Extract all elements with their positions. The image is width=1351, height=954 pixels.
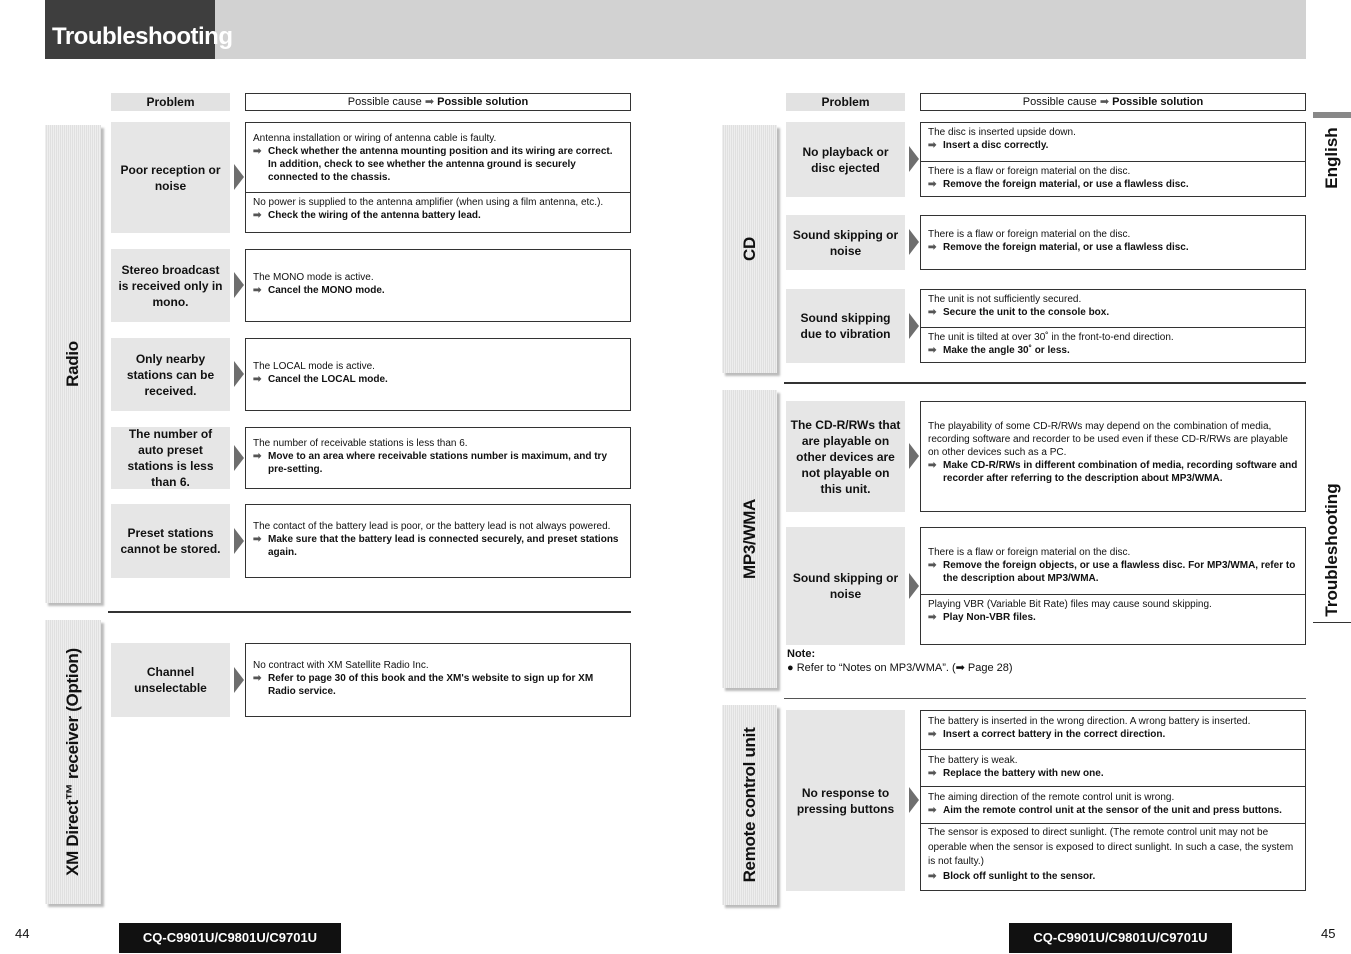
problem-cell: The number of auto preset stations is less than 6. xyxy=(111,427,230,489)
cause-text: The playability of some CD-R/RWs may depend on the combination of media, recording software and recorder to be used even if these CD-R/RWs are playable on other devices such as a PC. xyxy=(928,421,1288,458)
sidebar-chapter-label: Troubleshooting xyxy=(1322,483,1341,617)
pointer-arrow xyxy=(909,313,919,339)
page-number-left: 44 xyxy=(15,926,30,941)
solution-box xyxy=(245,122,631,233)
cause-text: The unit is tilted at over 30˚ in the front-to-end direction. xyxy=(928,332,1174,343)
cause-text: The unit is not sufficiently secured. xyxy=(928,294,1082,305)
section-radio xyxy=(45,125,101,603)
pointer-arrow xyxy=(909,443,919,469)
arrow-icon: ➡ xyxy=(928,805,937,816)
solution-text: ➡ Remove the foreign objects, or use a flawless disc. For MP3/WMA, refer to the description about MP3/WMA. xyxy=(928,560,1296,584)
solution-box xyxy=(920,289,1306,363)
solution-box xyxy=(245,249,631,322)
cause-text: The number of receivable stations is less than 6. xyxy=(253,438,468,449)
cause-text: No contract with XM Satellite Radio Inc. xyxy=(253,660,429,671)
solution-box xyxy=(245,427,631,489)
cause-row xyxy=(246,123,630,192)
solution-text: ➡ Refer to page 30 of this book and the XM's website to sign up for XM Radio service. xyxy=(253,673,594,697)
solution-text: ➡ Move to an area where receivable stations number is maximum, and try pre-setting. xyxy=(253,451,608,475)
cause-text: Playing VBR (Variable Bit Rate) files may cause sound skipping. xyxy=(928,599,1212,610)
arrow-icon: ➡ xyxy=(928,179,937,190)
cause-text: The aiming direction of the remote control unit is wrong. xyxy=(928,792,1175,803)
solution-text: ➡ Make the angle 30˚ or less. xyxy=(928,345,1070,356)
arrow-icon: ➡ xyxy=(1099,96,1110,108)
solution-box xyxy=(920,122,1306,197)
arrow-icon: ➡ xyxy=(253,534,262,545)
divider xyxy=(108,611,631,613)
sidebar-marker xyxy=(1313,112,1351,118)
solution-text: ➡ Insert a correct battery in the correct direction. xyxy=(928,729,1166,740)
cause-text: The LOCAL mode is active. xyxy=(253,361,375,372)
pointer-arrow xyxy=(909,787,919,813)
cause-text: The MONO mode is active. xyxy=(253,272,374,283)
cause-row xyxy=(921,216,1305,254)
cause-row xyxy=(246,192,630,222)
sidebar-chapter xyxy=(1313,480,1351,620)
solution-text: ➡ Play Non-VBR files. xyxy=(928,612,1036,623)
section-cd-label: CD xyxy=(739,237,759,261)
solution-text: ➡ Check whether the antenna mounting position and its wiring are correct. In addition, check to see whether the antenna ground is securely connected to the chassis. xyxy=(253,146,613,183)
cause-row xyxy=(246,644,630,698)
pointer-arrow xyxy=(234,361,244,387)
solution-text: ➡ Replace the battery with new one. xyxy=(928,768,1104,779)
cause-text: The battery is inserted in the wrong direction. A wrong battery is inserted. xyxy=(928,716,1251,727)
page-title: Troubleshooting xyxy=(45,0,215,59)
section-remote-label: Remote control unit xyxy=(739,727,759,883)
cause-solution-column-header-right: Possible cause ➡ Possible solution xyxy=(920,93,1306,111)
page-number-right: 45 xyxy=(1321,926,1336,941)
section-radio-label: Radio xyxy=(63,341,82,387)
solution-text: ➡ Remove the foreign material, or use a flawless disc. xyxy=(928,242,1189,253)
arrow-icon: ➡ xyxy=(928,870,937,882)
arrow-icon: ➡ xyxy=(928,729,937,740)
problem-cell: Preset stations cannot be stored. xyxy=(111,504,230,578)
arrow-icon: ➡ xyxy=(253,451,262,462)
arrow-icon: ➡ xyxy=(253,374,262,385)
pointer-arrow xyxy=(234,667,244,693)
arrow-icon: ➡ xyxy=(928,242,937,253)
cause-text: There is a flaw or foreign material on the disc. xyxy=(928,547,1131,558)
arrow-icon: ➡ xyxy=(253,673,262,684)
pointer-arrow xyxy=(234,445,244,471)
arrow-icon: ➡ xyxy=(253,210,262,221)
section-xm xyxy=(45,620,101,904)
section-remote xyxy=(722,705,777,905)
cause-text: The contact of the battery lead is poor, or the battery lead is not always powered. xyxy=(253,521,611,532)
note xyxy=(787,647,1287,675)
solution-text: ➡ Make CD-R/RWs in different combination of media, recording software and recorder after referring to the description about MP3/WMA. xyxy=(928,460,1298,484)
arrow-icon: ➡ xyxy=(253,285,262,296)
solution-box xyxy=(920,710,1306,891)
divider xyxy=(784,382,1306,384)
cause-row xyxy=(921,161,1305,191)
arrow-icon: ➡ xyxy=(928,307,937,318)
cause-row xyxy=(921,528,1305,594)
problem-cell: Sound skipping or noise xyxy=(786,527,905,645)
arrow-icon: ➡ xyxy=(253,146,262,157)
arrow-icon: ➡ xyxy=(928,768,937,779)
pointer-arrow xyxy=(234,164,244,190)
cause-row xyxy=(921,786,1305,823)
problem-cell: No response to pressing buttons xyxy=(786,710,905,891)
sidebar-language xyxy=(1313,120,1351,196)
model-number-left: CQ-C9901U/C9801U/C9701U xyxy=(119,923,341,953)
cause-row xyxy=(921,711,1305,749)
arrow-icon: ➡ xyxy=(424,96,435,108)
solution-text: ➡ Remove the foreign material, or use a flawless disc. xyxy=(928,179,1189,190)
problem-cell: Sound skipping or noise xyxy=(786,215,905,270)
pointer-arrow xyxy=(909,229,919,255)
cause-row xyxy=(921,123,1305,161)
pointer-arrow xyxy=(234,528,244,554)
cause-row xyxy=(246,505,630,559)
cause-text: The sensor is exposed to direct sunlight. (The remote control unit may not be operable when the sensor is exposed to direct sunlight. In such a case, the system is not faulty.) xyxy=(928,827,1294,867)
solution-text: ➡ Check the wiring of the antenna battery lead. xyxy=(253,210,481,221)
cause-row xyxy=(246,250,630,297)
pointer-arrow xyxy=(909,573,919,599)
cause-text: The battery is weak. xyxy=(928,755,1018,766)
arrow-icon: ➡ xyxy=(928,612,937,623)
cause-row xyxy=(921,327,1305,357)
problem-cell: Channel unselectable xyxy=(111,643,230,717)
problem-cell: No playback or disc ejected xyxy=(786,122,905,197)
solution-box xyxy=(245,504,631,578)
arrow-icon: ➡ xyxy=(955,662,965,674)
cause-text: There is a flaw or foreign material on the disc. xyxy=(928,166,1131,177)
problem-cell: Only nearby stations can be received. xyxy=(111,338,230,411)
cause-row xyxy=(246,428,630,476)
arrow-icon: ➡ xyxy=(928,140,937,151)
solution-box xyxy=(245,643,631,717)
solution-box xyxy=(245,338,631,411)
solution-text: ➡ Secure the unit to the console box. xyxy=(928,307,1110,318)
section-cd xyxy=(722,125,777,373)
note-label: Note: xyxy=(787,648,816,660)
solution-box xyxy=(920,527,1306,645)
section-xm-label: XM Direct™ receiver (Option) xyxy=(63,648,82,876)
arrow-icon: ➡ xyxy=(928,460,937,471)
solution-text: ➡ Cancel the LOCAL mode. xyxy=(253,374,388,385)
problem-column-header: Problem xyxy=(111,93,230,111)
solution-text: ➡ Block off sunlight to the sensor. xyxy=(928,870,1298,885)
cause-row xyxy=(921,594,1305,624)
cause-row xyxy=(921,749,1305,786)
cause-row xyxy=(921,290,1305,327)
problem-column-header-right: Problem xyxy=(786,93,905,111)
solution-box xyxy=(920,215,1306,270)
pointer-arrow xyxy=(234,272,244,298)
model-number-right: CQ-C9901U/C9801U/C9701U xyxy=(1009,923,1232,953)
problem-cell: Sound skipping due to vibration xyxy=(786,289,905,363)
arrow-icon: ➡ xyxy=(928,560,937,571)
solution-box xyxy=(920,401,1306,512)
divider xyxy=(784,698,1306,699)
problem-cell: The CD-R/RWs that are playable on other devices are not playable on this unit. xyxy=(786,401,905,512)
cause-text: No power is supplied to the antenna amplifier (when using a film antenna, etc.). xyxy=(253,197,604,208)
cause-row xyxy=(921,823,1305,884)
cause-solution-column-header: Possible cause ➡ Possible solution xyxy=(245,93,631,111)
cause-text: There is a flaw or foreign material on the disc. xyxy=(928,229,1131,240)
problem-cell: Poor reception or noise xyxy=(111,122,230,233)
solution-text: ➡ Cancel the MONO mode. xyxy=(253,285,385,296)
solution-text: ➡ Aim the remote control unit at the sensor of the unit and press buttons. xyxy=(928,805,1282,816)
cause-row xyxy=(921,402,1305,485)
note-text: ● Refer to “Notes on MP3/WMA”. (➡ Page 28) xyxy=(787,662,1013,674)
section-mp3-label: MP3/WMA xyxy=(739,498,759,580)
cause-text: The disc is inserted upside down. xyxy=(928,127,1076,138)
cause-row xyxy=(246,339,630,386)
pointer-arrow xyxy=(909,146,919,172)
problem-cell: Stereo broadcast is received only in mono. xyxy=(111,249,230,322)
sidebar-language-label: English xyxy=(1322,127,1341,189)
cause-text: Antenna installation or wiring of antenna cable is faulty. xyxy=(253,133,497,144)
header-bar xyxy=(45,0,1306,59)
sidebar-rule xyxy=(1313,622,1351,623)
solution-text: ➡ Make sure that the battery lead is connected securely, and preset stations again. xyxy=(253,534,619,558)
section-mp3 xyxy=(722,390,777,688)
solution-text: ➡ Insert a disc correctly. xyxy=(928,140,1049,151)
arrow-icon: ➡ xyxy=(928,345,937,356)
